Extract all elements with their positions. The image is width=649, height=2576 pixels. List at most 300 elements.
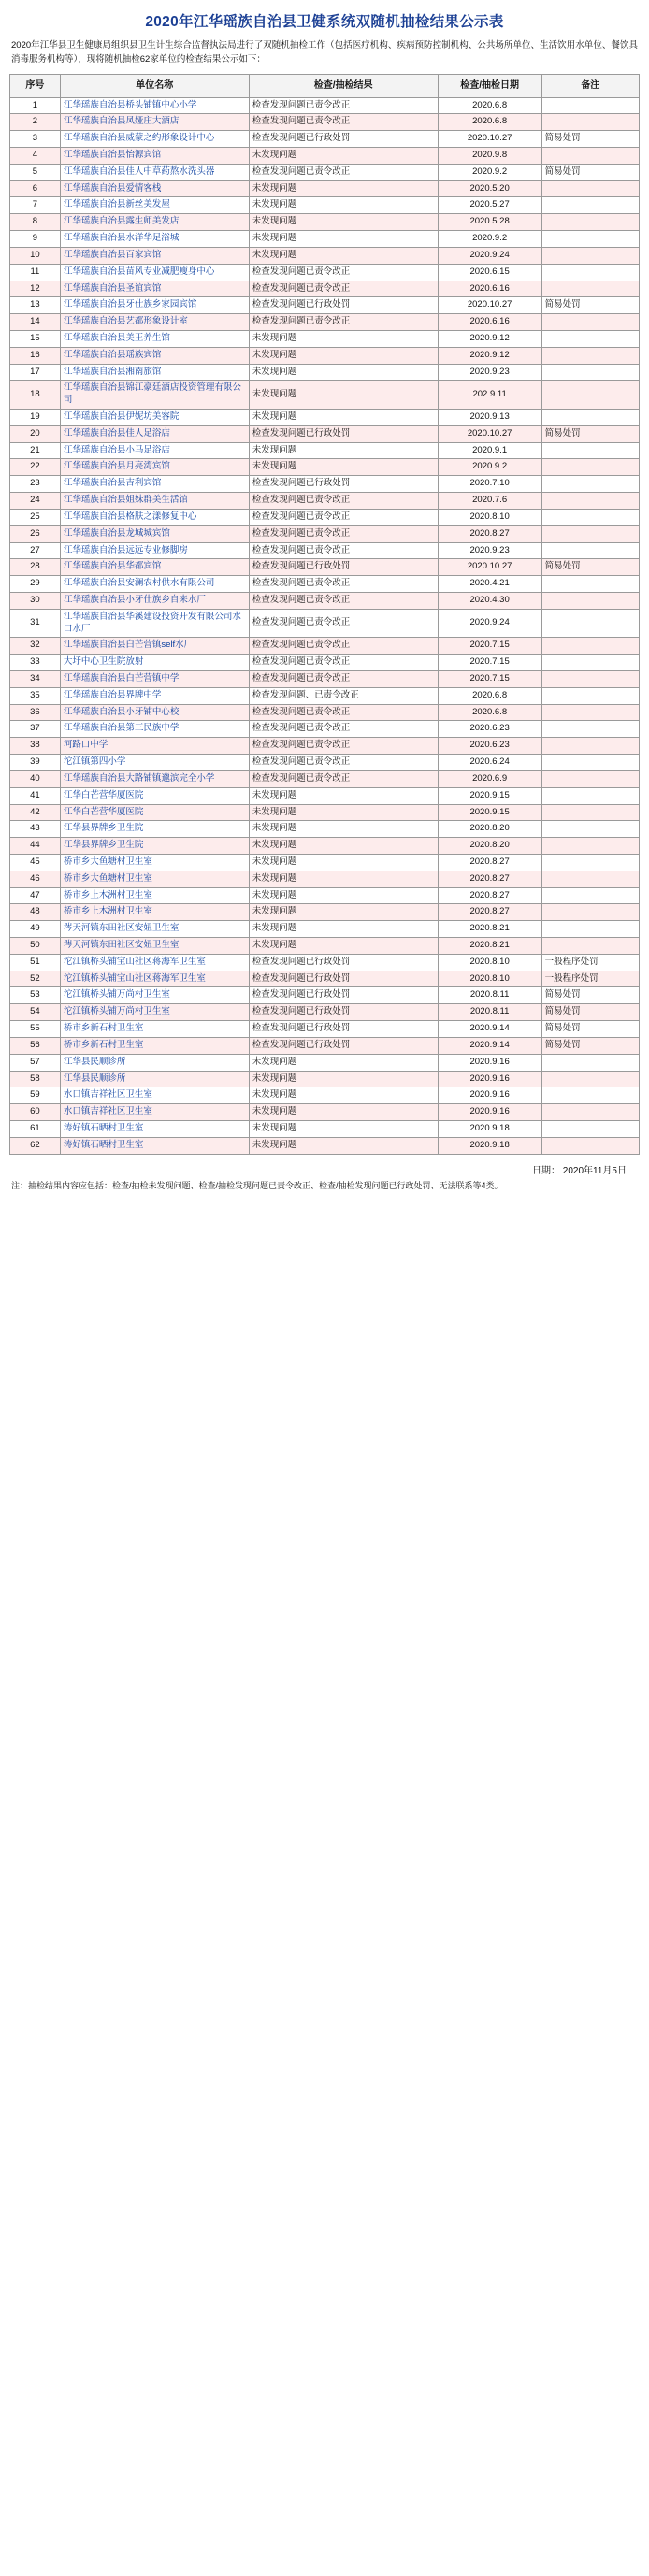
cell-note [541, 148, 639, 165]
cell-result: 检查发现问题已行政处罚 [249, 1004, 438, 1021]
cell-unit-name: 桥市乡上木洲村卫生室 [60, 887, 249, 904]
cell-note [541, 1071, 639, 1087]
cell-result: 未发现问题 [249, 838, 438, 855]
cell-date: 2020.9.12 [438, 347, 541, 364]
cell-index: 37 [10, 721, 61, 738]
cell-unit-name: 江华瑶族自治县吉利宾馆 [60, 476, 249, 493]
cell-date: 2020.8.11 [438, 987, 541, 1004]
table-row [10, 214, 640, 231]
cell-result: 未发现问题 [249, 804, 438, 821]
cell-unit-name: 水口镇吉祥社区卫生室 [60, 1087, 249, 1104]
cell-index: 39 [10, 755, 61, 771]
cell-index: 8 [10, 214, 61, 231]
table-row [10, 197, 640, 214]
cell-note [541, 214, 639, 231]
cell-result: 未发现问题 [249, 787, 438, 804]
cell-note [541, 755, 639, 771]
cell-result: 未发现问题 [249, 1104, 438, 1121]
table-row [10, 114, 640, 131]
cell-date: 2020.10.27 [438, 425, 541, 442]
cell-result: 未发现问题 [249, 1120, 438, 1137]
cell-unit-name: 江华瑶族自治县大路铺镇邋滨完全小学 [60, 770, 249, 787]
cell-index: 11 [10, 264, 61, 281]
cell-index: 31 [10, 609, 61, 638]
cell-note [541, 1087, 639, 1104]
cell-unit-name: 江华瑶族自治县佳人中草药熬水洗头器 [60, 164, 249, 180]
cell-result: 检查发现问题已责令改正 [249, 671, 438, 688]
table-row [10, 838, 640, 855]
table-row [10, 180, 640, 197]
cell-index: 6 [10, 180, 61, 197]
cell-date: 2020.9.16 [438, 1071, 541, 1087]
cell-index: 38 [10, 738, 61, 755]
table-row [10, 871, 640, 887]
cell-result: 检查发现问题已责令改正 [249, 509, 438, 525]
cell-index: 60 [10, 1104, 61, 1121]
table-row [10, 493, 640, 510]
table-row [10, 1120, 640, 1137]
cell-date: 2020.9.13 [438, 410, 541, 426]
table-row [10, 97, 640, 114]
cell-date: 2020.10.27 [438, 559, 541, 576]
cell-note [541, 231, 639, 248]
cell-index: 5 [10, 164, 61, 180]
cell-note [541, 887, 639, 904]
cell-result: 未发现问题 [249, 347, 438, 364]
cell-note [541, 381, 639, 410]
cell-note [541, 509, 639, 525]
cell-result: 未发现问题 [249, 1054, 438, 1071]
cell-result: 未发现问题 [249, 904, 438, 921]
cell-note [541, 180, 639, 197]
cell-date: 2020.9.24 [438, 247, 541, 264]
table-row [10, 148, 640, 165]
table-row [10, 131, 640, 148]
cell-index: 28 [10, 559, 61, 576]
cell-unit-name: 江华瑶族自治县爱情客栈 [60, 180, 249, 197]
cell-date: 2020.8.20 [438, 821, 541, 838]
table-row [10, 410, 640, 426]
footer-date: 日期： 2020年11月5日 [532, 1165, 627, 1176]
cell-result: 检查发现问题已责令改正 [249, 704, 438, 721]
cell-unit-name: 江华瑶族自治县凤娅庄大酒店 [60, 114, 249, 131]
cell-result: 检查发现问题已行政处罚 [249, 131, 438, 148]
cell-unit-name: 江华瑶族自治县美王养生馆 [60, 330, 249, 347]
cell-note: 简易处罚 [541, 1004, 639, 1021]
cell-index: 3 [10, 131, 61, 148]
cell-result: 检查发现问题已行政处罚 [249, 971, 438, 987]
table-row [10, 954, 640, 971]
cell-index: 62 [10, 1137, 61, 1154]
cell-note [541, 542, 639, 559]
cell-unit-name: 沱江镇第四小学 [60, 755, 249, 771]
cell-note [541, 114, 639, 131]
cell-unit-name: 沱江镇桥头铺宝山社区蒋海军卫生室 [60, 954, 249, 971]
cell-date: 2020.9.18 [438, 1137, 541, 1154]
cell-date: 202.9.11 [438, 381, 541, 410]
cell-unit-name: 江华瑶族自治县桥头铺镇中心小学 [60, 97, 249, 114]
cell-unit-name: 江华瑶族自治县龙城城宾馆 [60, 525, 249, 542]
cell-result: 检查发现问题已行政处罚 [249, 987, 438, 1004]
cell-unit-name: 涔天河镇东田社区安妞卫生室 [60, 921, 249, 938]
cell-result: 未发现问题 [249, 1087, 438, 1104]
cell-index: 29 [10, 576, 61, 593]
cell-index: 2 [10, 114, 61, 131]
cell-note [541, 442, 639, 459]
cell-date: 2020.9.16 [438, 1104, 541, 1121]
cell-date: 2020.6.8 [438, 97, 541, 114]
table-row [10, 770, 640, 787]
cell-result: 检查发现问题已责令改正 [249, 609, 438, 638]
table-row [10, 609, 640, 638]
table-row [10, 1004, 640, 1021]
cell-note [541, 1120, 639, 1137]
cell-date: 2020.7.6 [438, 493, 541, 510]
cell-index: 46 [10, 871, 61, 887]
cell-note [541, 671, 639, 688]
cell-index: 43 [10, 821, 61, 838]
table-row [10, 247, 640, 264]
table-row [10, 938, 640, 955]
cell-date: 2020.9.14 [438, 1037, 541, 1054]
cell-unit-name: 涛好镇石晒村卫生室 [60, 1137, 249, 1154]
table-body [10, 97, 640, 1154]
cell-index: 10 [10, 247, 61, 264]
cell-index: 42 [10, 804, 61, 821]
cell-note: 简易处罚 [541, 297, 639, 314]
cell-note [541, 1054, 639, 1071]
cell-date: 2020.10.27 [438, 131, 541, 148]
table-row [10, 971, 640, 987]
cell-note [541, 938, 639, 955]
cell-index: 45 [10, 854, 61, 871]
cell-index: 56 [10, 1037, 61, 1054]
cell-note [541, 687, 639, 704]
cell-index: 59 [10, 1087, 61, 1104]
cell-note: 简易处罚 [541, 425, 639, 442]
cell-note [541, 854, 639, 871]
cell-result: 检查发现问题已行政处罚 [249, 297, 438, 314]
cell-unit-name: 河路口中学 [60, 738, 249, 755]
cell-note: 简易处罚 [541, 1037, 639, 1054]
column-header-result: 检查/抽检结果 [249, 74, 438, 97]
cell-unit-name: 江华瑶族自治县月亮湾宾馆 [60, 459, 249, 476]
cell-index: 54 [10, 1004, 61, 1021]
cell-result: 未发现问题 [249, 231, 438, 248]
cell-result: 未发现问题 [249, 459, 438, 476]
cell-result: 未发现问题 [249, 821, 438, 838]
table-row [10, 687, 640, 704]
footnote: 注：抽检结果内容应包括：检查/抽检未发现问题、检查/抽检发现问题已责令改正、检查/抽检发现问题已行政处罚、无法联系等4类。 [11, 1180, 503, 1190]
cell-result: 检查发现问题已责令改正 [249, 281, 438, 297]
cell-note: 简易处罚 [541, 559, 639, 576]
cell-result: 未发现问题 [249, 197, 438, 214]
table-row [10, 559, 640, 576]
cell-result: 检查发现问题已责令改正 [249, 97, 438, 114]
cell-note [541, 609, 639, 638]
cell-date: 2020.8.20 [438, 838, 541, 855]
cell-note [541, 97, 639, 114]
cell-index: 26 [10, 525, 61, 542]
cell-note [541, 721, 639, 738]
cell-unit-name: 水口镇吉祥社区卫生室 [60, 1104, 249, 1121]
cell-unit-name: 桥市乡新石村卫生室 [60, 1021, 249, 1038]
cell-index: 52 [10, 971, 61, 987]
cell-date: 2020.8.21 [438, 921, 541, 938]
cell-unit-name: 江华瑶族自治县湘南旅馆 [60, 364, 249, 381]
cell-index: 30 [10, 592, 61, 609]
cell-result: 检查发现问题已责令改正 [249, 576, 438, 593]
cell-index: 35 [10, 687, 61, 704]
cell-unit-name: 江华县界牌乡卫生院 [60, 821, 249, 838]
cell-note [541, 1137, 639, 1154]
table-row [10, 459, 640, 476]
table-row [10, 297, 640, 314]
table-row [10, 821, 640, 838]
cell-unit-name: 江华白芒营华厦医院 [60, 804, 249, 821]
cell-unit-name: 江华瑶族自治县圣谊宾馆 [60, 281, 249, 297]
cell-unit-name: 涔天河镇东田社区安妞卫生室 [60, 938, 249, 955]
column-header-note: 备注 [541, 74, 639, 97]
page-title: 2020年江华瑶族自治县卫健系统双随机抽检结果公示表 [145, 14, 504, 30]
cell-date: 2020.8.27 [438, 887, 541, 904]
cell-unit-name: 江华瑶族自治县小马足浴店 [60, 442, 249, 459]
cell-unit-name: 江华瑶族自治县百家宾馆 [60, 247, 249, 264]
cell-note [541, 347, 639, 364]
cell-date: 2020.5.27 [438, 197, 541, 214]
cell-index: 48 [10, 904, 61, 921]
cell-date: 2020.4.30 [438, 592, 541, 609]
cell-date: 2020.9.2 [438, 459, 541, 476]
table-row [10, 231, 640, 248]
cell-unit-name: 桥市乡上木洲村卫生室 [60, 904, 249, 921]
cell-date: 2020.9.15 [438, 804, 541, 821]
cell-note [541, 197, 639, 214]
table-row [10, 804, 640, 821]
cell-result: 检查发现问题已行政处罚 [249, 954, 438, 971]
cell-unit-name: 江华瑶族自治县格肤之漾修复中心 [60, 509, 249, 525]
cell-result: 检查发现问题已责令改正 [249, 655, 438, 671]
cell-unit-name: 江华瑶族自治县白芒营镇self水厂 [60, 638, 249, 655]
cell-unit-name: 江华县民顺诊所 [60, 1071, 249, 1087]
cell-date: 2020.7.15 [438, 655, 541, 671]
cell-index: 33 [10, 655, 61, 671]
cell-date: 2020.9.23 [438, 542, 541, 559]
cell-note [541, 638, 639, 655]
cell-unit-name: 江华瑶族自治县界牌中学 [60, 687, 249, 704]
cell-unit-name: 江华瑶族自治县远远专业修脚房 [60, 542, 249, 559]
cell-note [541, 704, 639, 721]
cell-result: 检查发现问题已责令改正 [249, 770, 438, 787]
cell-date: 2020.8.27 [438, 904, 541, 921]
cell-index: 36 [10, 704, 61, 721]
cell-unit-name: 江华瑶族自治县小牙铺中心校 [60, 704, 249, 721]
cell-note: 简易处罚 [541, 131, 639, 148]
cell-result: 检查发现问题已责令改正 [249, 738, 438, 755]
cell-unit-name: 江华瑶族自治县华溪建设投资开发有限公司水口水厂 [60, 609, 249, 638]
cell-unit-name: 江华瑶族自治县苗风专业减肥瘦身中心 [60, 264, 249, 281]
table-row [10, 1071, 640, 1087]
cell-result: 未发现问题 [249, 148, 438, 165]
cell-result: 未发现问题 [249, 410, 438, 426]
cell-note: 一般程序处罚 [541, 954, 639, 971]
cell-unit-name: 沱江镇桥头铺万尚村卫生室 [60, 1004, 249, 1021]
cell-index: 51 [10, 954, 61, 971]
cell-index: 53 [10, 987, 61, 1004]
cell-unit-name: 江华县民顺诊所 [60, 1054, 249, 1071]
cell-unit-name: 江华瑶族自治县新丝美发屋 [60, 197, 249, 214]
cell-date: 2020.9.23 [438, 364, 541, 381]
cell-result: 未发现问题 [249, 871, 438, 887]
cell-note [541, 525, 639, 542]
cell-unit-name: 江华瑶族自治县牙仕族乡家园宾馆 [60, 297, 249, 314]
cell-unit-name: 江华瑶族自治县华都宾馆 [60, 559, 249, 576]
cell-index: 58 [10, 1071, 61, 1087]
cell-note [541, 247, 639, 264]
cell-note [541, 576, 639, 593]
cell-result: 未发现问题 [249, 938, 438, 955]
cell-date: 2020.9.1 [438, 442, 541, 459]
table-row [10, 704, 640, 721]
cell-result: 未发现问题 [249, 381, 438, 410]
cell-note [541, 592, 639, 609]
cell-result: 检查发现问题已责令改正 [249, 314, 438, 331]
cell-date: 2020.9.24 [438, 609, 541, 638]
cell-note [541, 264, 639, 281]
table-row [10, 1104, 640, 1121]
table-row [10, 576, 640, 593]
cell-date: 2020.6.8 [438, 114, 541, 131]
cell-unit-name: 江华瑶族自治县锦江豪廷酒店投资管理有限公司 [60, 381, 249, 410]
cell-note [541, 410, 639, 426]
cell-index: 57 [10, 1054, 61, 1071]
table-row [10, 381, 640, 410]
cell-date: 2020.6.23 [438, 721, 541, 738]
cell-note [541, 314, 639, 331]
cell-index: 24 [10, 493, 61, 510]
cell-result: 检查发现问题、已责令改正 [249, 687, 438, 704]
cell-index: 41 [10, 787, 61, 804]
table-row [10, 314, 640, 331]
table-row [10, 755, 640, 771]
cell-index: 40 [10, 770, 61, 787]
table-row [10, 542, 640, 559]
cell-date: 2020.5.20 [438, 180, 541, 197]
cell-date: 2020.6.8 [438, 704, 541, 721]
table-row [10, 1037, 640, 1054]
cell-date: 2020.8.21 [438, 938, 541, 955]
cell-result: 检查发现问题已责令改正 [249, 264, 438, 281]
table-row [10, 787, 640, 804]
cell-result: 未发现问题 [249, 180, 438, 197]
cell-index: 23 [10, 476, 61, 493]
cell-date: 2020.6.9 [438, 770, 541, 787]
table-row [10, 1054, 640, 1071]
table-row [10, 671, 640, 688]
cell-note [541, 493, 639, 510]
cell-date: 2020.7.10 [438, 476, 541, 493]
cell-date: 2020.9.16 [438, 1054, 541, 1071]
table-row [10, 592, 640, 609]
cell-date: 2020.8.11 [438, 1004, 541, 1021]
cell-index: 19 [10, 410, 61, 426]
cell-note [541, 921, 639, 938]
cell-note [541, 838, 639, 855]
inspection-results-table [9, 74, 640, 1155]
cell-result: 检查发现问题已行政处罚 [249, 559, 438, 576]
table-row [10, 721, 640, 738]
cell-result: 检查发现问题已责令改正 [249, 755, 438, 771]
cell-index: 50 [10, 938, 61, 955]
cell-date: 2020.6.16 [438, 314, 541, 331]
cell-result: 检查发现问题已行政处罚 [249, 1021, 438, 1038]
cell-index: 7 [10, 197, 61, 214]
cell-unit-name: 江华瑶族自治县白芒营镇中学 [60, 671, 249, 688]
cell-index: 55 [10, 1021, 61, 1038]
cell-unit-name: 涛好镇石晒村卫生室 [60, 1120, 249, 1137]
cell-result: 未发现问题 [249, 330, 438, 347]
cell-unit-name: 江华白芒营华厦医院 [60, 787, 249, 804]
cell-date: 2020.8.10 [438, 509, 541, 525]
cell-index: 12 [10, 281, 61, 297]
table-row [10, 525, 640, 542]
cell-result: 未发现问题 [249, 854, 438, 871]
cell-result: 检查发现问题已责令改正 [249, 164, 438, 180]
cell-index: 21 [10, 442, 61, 459]
cell-unit-name: 江华瑶族自治县艺都形象设计室 [60, 314, 249, 331]
cell-unit-name: 江华瑶族自治县威蒙之约形象设计中心 [60, 131, 249, 148]
table-row [10, 1021, 640, 1038]
cell-unit-name: 江华瑶族自治县瑶族宾馆 [60, 347, 249, 364]
cell-result: 检查发现问题已责令改正 [249, 542, 438, 559]
cell-unit-name: 沱江镇桥头铺万尚村卫生室 [60, 987, 249, 1004]
cell-date: 2020.4.21 [438, 576, 541, 593]
cell-index: 13 [10, 297, 61, 314]
cell-unit-name: 桥市乡大鱼塘村卫生室 [60, 871, 249, 887]
cell-date: 2020.9.14 [438, 1021, 541, 1038]
cell-unit-name: 江华瑶族自治县露生师美发店 [60, 214, 249, 231]
cell-note [541, 904, 639, 921]
cell-index: 49 [10, 921, 61, 938]
cell-result: 检查发现问题已责令改正 [249, 493, 438, 510]
cell-result: 未发现问题 [249, 1137, 438, 1154]
cell-index: 32 [10, 638, 61, 655]
cell-date: 2020.9.18 [438, 1120, 541, 1137]
cell-unit-name: 大圩中心卫生院放射 [60, 655, 249, 671]
cell-index: 22 [10, 459, 61, 476]
cell-date: 2020.9.16 [438, 1087, 541, 1104]
table-row [10, 281, 640, 297]
cell-unit-name: 江华瑶族自治县第三民族中学 [60, 721, 249, 738]
cell-date: 2020.9.12 [438, 330, 541, 347]
cell-index: 1 [10, 97, 61, 114]
intro-paragraph: 2020年江华县卫生健康局组织县卫生计生综合监督执法局进行了双随机抽检工作（包括医疗机构、疾病预防控制机构、公共场所单位、生活饮用水单位、餐饮具消毒服务机构等），现将随机抽检62家单位的检查结果公示如下： [11, 40, 638, 65]
cell-date: 2020.9.2 [438, 231, 541, 248]
cell-date: 2020.9.8 [438, 148, 541, 165]
cell-result: 检查发现问题已责令改正 [249, 114, 438, 131]
cell-date: 2020.6.23 [438, 738, 541, 755]
cell-index: 9 [10, 231, 61, 248]
table-row [10, 987, 640, 1004]
cell-index: 18 [10, 381, 61, 410]
cell-result: 检查发现问题已责令改正 [249, 592, 438, 609]
table-row [10, 509, 640, 525]
cell-unit-name: 江华瑶族自治县小牙仕族乡自来水厂 [60, 592, 249, 609]
cell-unit-name: 桥市乡新石村卫生室 [60, 1037, 249, 1054]
table-row [10, 854, 640, 871]
cell-date: 2020.7.15 [438, 638, 541, 655]
cell-note [541, 821, 639, 838]
